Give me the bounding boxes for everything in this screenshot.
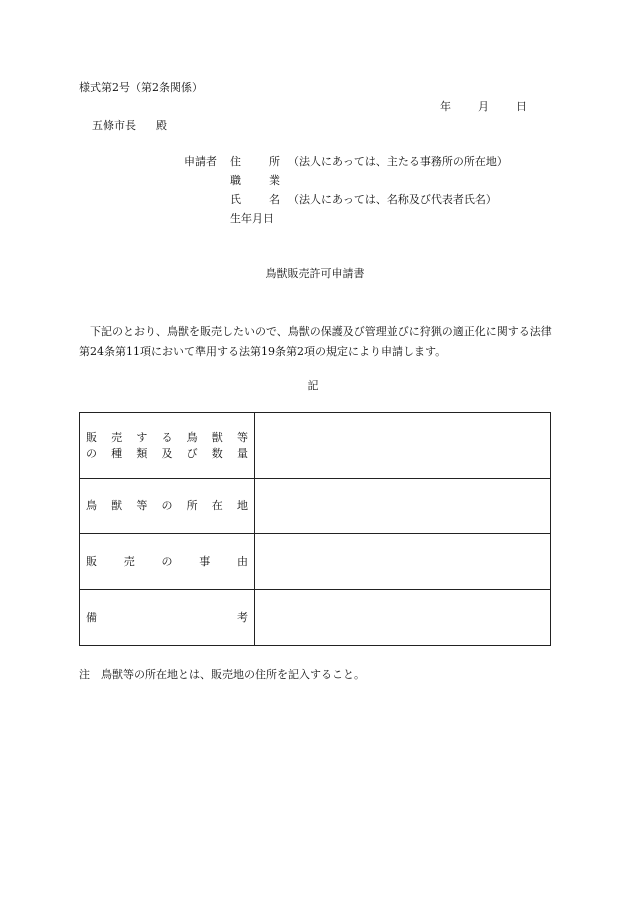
applicant-note-name: （法人にあっては、名称及び代表者氏名） xyxy=(288,193,497,206)
date-month: 月 xyxy=(478,100,489,113)
table-row xyxy=(80,534,551,590)
applicant-label-occupation xyxy=(230,174,280,188)
row-label-species-quantity xyxy=(80,413,255,479)
form-number: 様式第2号（第2条関係） xyxy=(79,81,203,94)
applicant-label-name xyxy=(230,193,280,207)
label-line: 備 考 xyxy=(86,610,248,624)
ki-marker: 記 xyxy=(307,379,319,392)
value-cell-reason[interactable] xyxy=(255,534,551,590)
label-char: 所 xyxy=(269,155,280,168)
addressee-honorific: 殿 xyxy=(156,119,167,132)
label-line: 販 売 す る 鳥 獣 等 xyxy=(86,430,248,444)
date-line xyxy=(440,100,527,114)
addressee xyxy=(92,119,167,133)
addressee-name: 五條市長 xyxy=(92,119,136,132)
label-line: の 種 類 及 び 数 量 xyxy=(86,446,248,460)
label-line: 鳥 獣 等 の 所 在 地 xyxy=(86,499,248,512)
date-day: 日 xyxy=(516,100,527,113)
value-cell-location[interactable] xyxy=(255,479,551,534)
applicant-label-birthdate: 生年月日 xyxy=(230,212,274,225)
label-char: 氏 xyxy=(230,193,241,206)
table-row xyxy=(80,413,551,479)
label-char: 名 xyxy=(269,193,280,206)
row-label-location xyxy=(80,479,255,534)
row-label-reason xyxy=(80,534,255,590)
applicant-label-address xyxy=(230,155,280,169)
footnote: 注 鳥獣等の所在地とは、販売地の住所を記入すること。 xyxy=(79,668,365,681)
detail-table xyxy=(79,412,551,646)
label-char: 業 xyxy=(269,174,280,187)
row-label-remarks xyxy=(80,590,255,646)
value-cell-species-quantity[interactable] xyxy=(255,413,551,479)
label-char: 職 xyxy=(230,174,241,187)
value-cell-remarks[interactable] xyxy=(255,590,551,646)
date-year: 年 xyxy=(440,100,451,113)
body-text: 下記のとおり、鳥獣を販売したいので、鳥獣の保護及び管理並びに狩猟の適正化に関する法律第24条第11項において準用する法第19条第2項の規定により申請します。 xyxy=(79,325,552,358)
table-row xyxy=(80,590,551,646)
table-row xyxy=(80,479,551,534)
applicant-note-address: （法人にあっては、主たる事務所の所在地） xyxy=(288,155,508,168)
applicant-role: 申請者 xyxy=(184,155,217,168)
document-title: 鳥獣販売許可申請書 xyxy=(265,267,365,280)
label-char: 住 xyxy=(230,155,241,168)
label-line: 販 売 の 事 由 xyxy=(86,554,248,568)
